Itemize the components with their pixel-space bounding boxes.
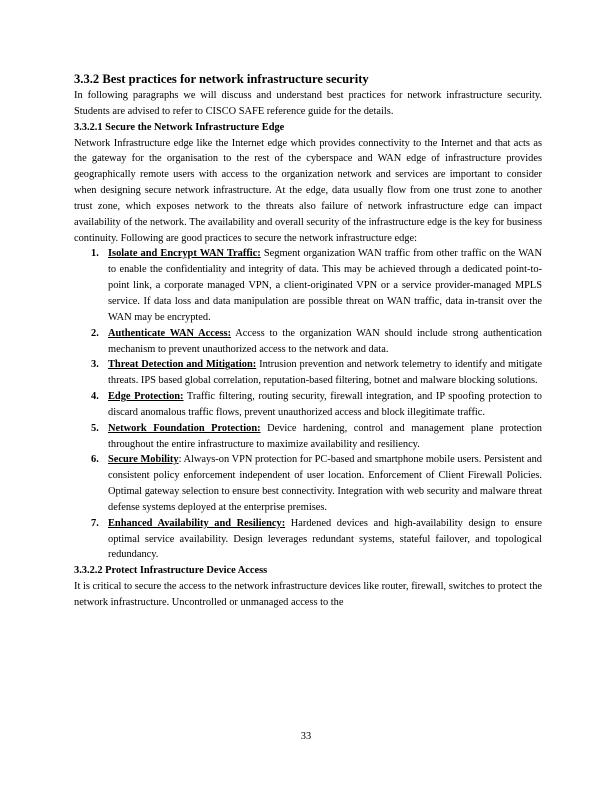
list-term: Authenticate WAN Access: — [108, 327, 232, 339]
list-text: Hardened devices and high-availability design to ensure optimal service availability. Design leverages redundant systems, stateful failover, and topological redundancy. — [108, 517, 542, 561]
list-item — [74, 389, 542, 421]
list-text: Access to the organization WAN should include strong authentication mechanism to prevent unauthorized access to the network and data. — [108, 327, 542, 355]
list-term: Network Foundation Protection: — [108, 422, 261, 434]
best-practices-list — [74, 246, 542, 563]
subsection-paragraph-device-access: It is critical to secure the access to the network infrastructure devices like router, firewall, switches to protect the network infrastructure. Uncontrolled or unmanaged access to the — [74, 581, 542, 608]
list-text: Intrusion prevention and network telemetry to identify and mitigate threats. IPS based global correlation, reputation-based filtering, botnet and malware blocking solutions. — [108, 359, 543, 387]
list-item — [74, 246, 542, 325]
list-term: Edge Protection: — [108, 391, 184, 403]
list-number: 6. — [91, 454, 99, 466]
list-number: 4. — [91, 391, 99, 403]
subsection-heading-edge: 3.3.2.1 Secure the Network Infrastructure Edge — [74, 121, 285, 133]
list-number: 7. — [91, 517, 99, 529]
subsection-heading-device-access: 3.3.2.2 Protect Infrastructure Device Access — [74, 565, 268, 577]
list-number: 1. — [91, 248, 99, 260]
list-item — [74, 421, 542, 453]
list-number: 2. — [91, 327, 99, 339]
subsection-paragraph-edge: Network Infrastructure edge like the Internet edge which provides connectivity to the Internet and that acts as the gateway for the organisation to the rest of the cyberspace and WAN edge of infrastructure provides geographically remote users with access to the organization network and services are important to consider when designing secure network infrastructure. At the edge, data usually flow from one trust zone to another trust zone, which exposes network to the threats also failure of network infrastructure edge can impact availability of the network. The availability and overall security of the infrastructure edge is the key for business continuity. Following are good practices to secure the network infrastructure edge: — [74, 137, 542, 244]
section-intro: In following paragraphs we will discuss and understand best practices for network infrastructure security. Students are advised to refer to CISCO SAFE reference guide for the details. — [74, 90, 542, 117]
page-content — [74, 71, 542, 611]
list-text: Traffic filtering, routing security, firewall integration, and IP spoofing protection to discard anomalous traffic flows, prevent unauthorized access and block illegitimate traffic. — [108, 391, 543, 418]
page-number: 33 — [300, 731, 312, 742]
section-heading: 3.3.2 Best practices for network infrastructure security — [74, 72, 369, 86]
list-term: Enhanced Availability and Resiliency: — [108, 517, 286, 529]
list-item — [74, 516, 542, 564]
list-item — [74, 357, 542, 389]
list-term: Secure Mobility — [108, 454, 179, 466]
list-term: Threat Detection and Mitigation: — [108, 359, 257, 371]
list-item — [74, 326, 542, 358]
list-text: Device hardening, control and management plane protection throughout the entire infrastructure to maximize availability and resiliency. — [108, 422, 542, 450]
list-text: : Always-on VPN protection for PC-based and smartphone mobile users. Persistent and consistent policy enforcement independent of user location. Enforcement of Client Firewall Policies. Optimal gateway selection to ensure best connectivity. Integration with web security and malware threat defense systems deployed at the enterprise premises. — [108, 454, 543, 513]
list-term: Isolate and Encrypt WAN Traffic: — [108, 248, 261, 260]
list-text: Segment organization WAN traffic from other traffic on the WAN to enable the confidentiality and integrity of data. This may be achieved through a dedicated point-to-point link, a corporate managed VPN, a client-originated VPN or a service provider-managed MPLS service. If data loss and data manipulation are possible threat on WAN traffic, data in-transit over the WAN may be encrypted. — [108, 248, 542, 323]
list-number: 5. — [91, 422, 99, 434]
list-item — [74, 452, 542, 515]
list-number: 3. — [91, 359, 99, 371]
